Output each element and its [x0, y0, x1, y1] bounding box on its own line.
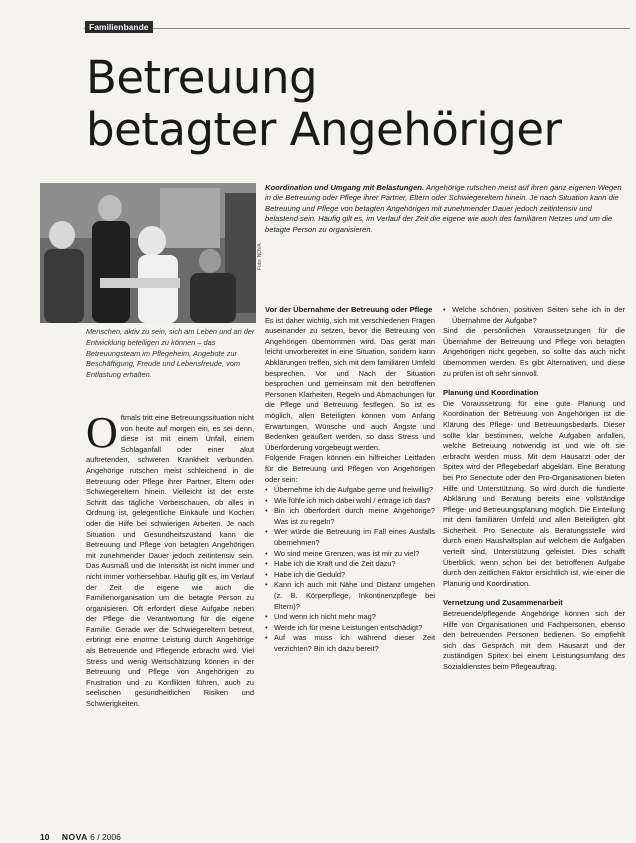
column-3-paragraph-3: Betreuende/pflegende Angehörige können sich der Hilfe von Organisationen und Fachpersonen, ebenso den betreuenden Personen bedienen. So empfiehlt sich das Gespräch mit dem Hausarzt und der zuständigen Spitex bei einem Leistungsumfang des Sozialdienstes beim Pflegeauftrag.	[443, 609, 625, 671]
intro-text: Angehörige rutschen meist auf ihren ganz eigenen Wegen in die Betreuung oder Pflege ihrer Partner, Eltern oder Schwiegereltern hinein. Je nach Situation kann die Betreuung und Pflege von betagten Angehörigen mit zunehmender Dauer jedoch zeitintensiv und belastend sein. Häufig gilt es, im Verlauf der Zeit die eigene wie auch des familiären Netzes und um die betagte Person zu organisieren.	[265, 183, 622, 234]
magazine-name: NOVA	[61, 832, 88, 842]
list-item: • Auf was muss ich während dieser Zeit verzichten? Bin ich dazu bereit?	[265, 633, 435, 654]
column-2-paragraph-2: Folgende Fragen können ein hilfreicher Leitfaden für die Betreuung und Pflegen von Angehörigen oder sein:	[265, 453, 435, 484]
page-number: 10	[40, 832, 50, 842]
list-item: • Habe ich die Geduld?	[265, 570, 435, 581]
heading-vernetzung: Vernetzung und Zusammenarbeit	[443, 598, 563, 608]
column-3	[443, 305, 625, 673]
heading-vor-der-uebernahme: Vor der Übernahme der Betreuung oder Pflege	[265, 305, 433, 314]
column-3-paragraph-1: Sind die persönlichen Voraussetzungen für die Übernahme der Betreuung und Pflege von betagten Angehörigen nicht gegeben, so sollte das auch nicht übernommen werden. Es gibt Alternativen, und diese zu prüfen ist oft sehr sinnvoll.	[443, 326, 625, 378]
list-item: • Und wenn ich nicht mehr mag?	[265, 612, 435, 623]
spacer	[443, 589, 625, 598]
heading-planung: Planung und Koordination	[443, 388, 539, 398]
title-line-1: Betreuung	[86, 51, 318, 104]
page-footer	[40, 832, 121, 842]
column-2	[265, 305, 435, 655]
list-item: • Welche schönen, positiven Seiten sehe ich in der Übernahme der Aufgabe?	[443, 305, 625, 326]
title-line-2: betagter Angehöriger	[86, 103, 562, 156]
column-2-paragraph-1: Es ist daher wichtig, sich mit verschiedenen Fragen auseinander zu setzen, bevor die Betreuung von Angehörigen übernommen wird. Das gerät man leicht unvorbereitet in eine Situation, sondern kann Abklärungen treffen, sich mit dem familiären Umfeld besprechen. Vor und Nach der Situation besprochen und gemeinsam mit den betroffenen Personen Klarheiten, Regeln und Abmachungen für die Pflege und Betreuung festlegen. So ist es möglich, allen Beteiligten können vom Anfang Erwartungen, Wünsche und auch Ängste und Bedenken geäußert werden, so dass Stress und Überforderung vorgebeugt werden.	[265, 315, 435, 452]
photo-caption: Menschen, aktiv zu sein, sich am Leben und an der Entwicklung beteiligen zu können – das Betreuungsteam im Pflegeheim, Angebote zur Beschäftigung, Freude und Lebensfreude, vom Entlastung erhalten.	[86, 327, 255, 380]
photo-people-illustration	[40, 183, 256, 323]
list-item: • Werde ich für meine Leistungen entschädigt?	[265, 623, 435, 634]
column-1-body	[86, 408, 254, 710]
list-item: • Bin ich überfordert durch meine Angehörige? Was ist zu regeln?	[265, 506, 435, 527]
list-item: • Wo sind meine Grenzen, was ist mir zu viel?	[265, 549, 435, 560]
article-title	[86, 52, 606, 156]
column-1-text: ftmals tritt eine Betreuungssituation nicht von heute auf morgen ein, es sei denn, diese ist mit einem Unfall, einem Schlaganfall oder einer akut auftretenden, schweren Krankheit verbunden. Angehörige rutschen meist schleichend in die Betreuung oder Pflege ihrer Partner, Eltern oder Schwiegereltern hinein. Vielleicht ist der erste Schritt das tägliche Vorbeischauen, ob alles in Ordnung ist, gelegentliche Einkäufe und Kochen oder die Hilfe bei schwierigen Arbeiten. Je nach Situation und Gesundheitszustand kann die Betreuung und Pflege von betagten Angehörigen mit zunehmender Dauer jedoch zeitintensiv sein. Das Ausmaß und die Intensität ist nicht immer und nicht immer vorhersehbar. Häufig gilt es, im Verlauf der Zeit die eigene wie auch die Familienorganisation um die betagte Person zu organisieren. Oft erfordert diese Aufgabe neben der Pflege die Verantwortung für die eigene Familie. Gerade wer die Schwiegereltern betreut, erbringt eine enorme Leistung durch Angehörige als Betreuende und Pflegende erbracht wird. Viel Stress und wenig Wertschätzung können in der Betreuung und Pflege von Angehörigen zu Frustration und zu Konflikten führen, auch zu seelischen gesundheitlichen Risiken und Schwierigkeiten.	[86, 413, 254, 709]
header-rule	[84, 28, 630, 29]
list-item: • Kann ich auch mit Nähe und Distanz umgehen (z. B. Körperpflege, Inkontinenzpflege bei Eltern)?	[265, 580, 435, 612]
intro-lead: Koordination und Umgang mit Belastungen.	[265, 183, 425, 192]
question-list	[265, 485, 435, 655]
list-item: • Übernehme ich die Aufgabe gerne und freiwillig?	[265, 485, 435, 496]
drop-cap: O	[86, 408, 118, 457]
spacer	[443, 379, 625, 388]
list-item: • Wie fühle ich mich dabei wohl / ertrage ich das?	[265, 496, 435, 507]
column-1	[86, 408, 254, 710]
list-item: • Habe ich die Kraft und die Zeit dazu?	[265, 559, 435, 570]
issue-number: 6 / 2006	[90, 832, 121, 842]
photo-credit: Foto: NOVA	[257, 243, 263, 270]
article-intro	[265, 183, 625, 235]
article-photo	[40, 183, 256, 323]
column-3-paragraph-2: Die Voraussetzung für eine gute Planung und Koordination der Betreuung von Angehörigen ist die Klärung des Pflege- und Betreuungsbedarfs. Dieser sollte klar bestimmen, welche Aufgaben anfallen, welche Betreuung notwendig ist und wie oft sie erbracht werden muss. Mit dem Hausarzt oder der Spitex wird der Pflegebedarf abgeklärt. Eine Beratung bei Pro Senectute oder den Pro-Organisationen bieten Hilfe und Unterstützung. So wird durch die fundierte Abklärung und Beratung bereits eine vollständige Pflege- und Betreuungsplanung möglich. Die Einteilung mit dem familiären Umfeld und allen Beteiligten gibt Sicherheit. Pro Senectute als Beratungsstelle wird durch einen Haushaltsplan auf welchem die Aufgaben verteilt sind, Unterstützung geleistet. Dies schafft Überblick, wenn schon bei der betroffenen Aufgabe durch den zeitlichen Faktor ersichtlich ist, wie einer die Planung und Koordination.	[443, 398, 625, 588]
question-list-continued	[443, 305, 625, 326]
section-badge: Familienbande	[85, 21, 153, 33]
list-item: • Wer würde die Betreuung im Fall eines Ausfalls übernehmen?	[265, 527, 435, 548]
